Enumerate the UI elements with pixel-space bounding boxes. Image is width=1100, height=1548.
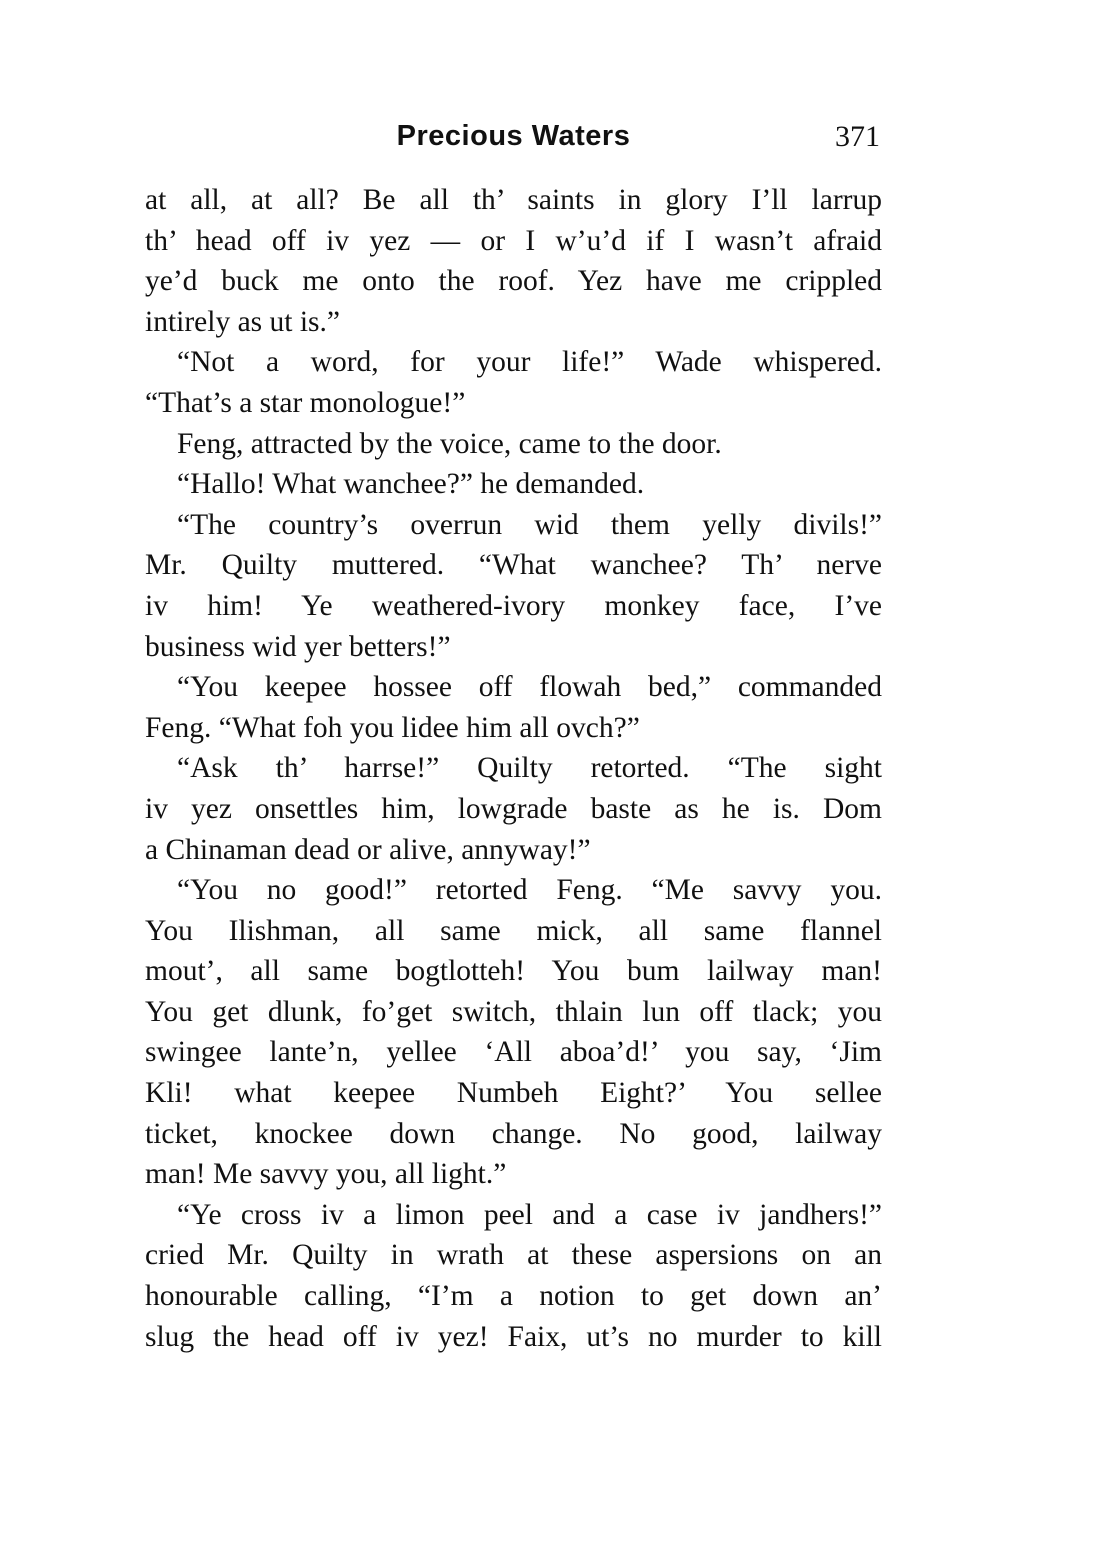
text-line: intirely as ut is.” [145,305,340,338]
text-line: slug the head off iv yez! Faix, ut’s no murder to kill [145,1320,882,1353]
text-line: iv him! Ye weathered-ivory monkey face, I’ve [145,589,882,622]
text-line: ye’d buck me onto the roof. Yez have me crippled [145,265,882,298]
body-text [145,180,882,1357]
text-line: Mr. Quilty muttered. “What wanchee? Th’ nerve [145,549,882,582]
text-line: iv yez onsettles him, lowgrade baste as he is. Dom [145,792,882,825]
page-number: 371 [835,120,880,153]
text-line: Feng. “What foh you lidee him all ovch?” [145,711,640,744]
text-line: Kli! what keepee Numbeh Eight?’ You sellee [145,1077,882,1110]
text-line: man! Me savvy you, all light.” [145,1158,507,1191]
text-line: Feng, attracted by the voice, came to the door. [177,427,722,460]
text-line: honourable calling, “I’m a notion to get down an’ [145,1280,882,1313]
text-line: “Ye cross iv a limon peel and a case iv jandhers!” [177,1198,882,1231]
text-line: business wid yer betters!” [145,630,451,663]
text-line: ticket, knockee down change. No good, lailway [145,1117,882,1150]
running-head [145,116,882,160]
text-line: “The country’s overrun wid them yelly divils!” [177,508,882,541]
text-line: cried Mr. Quilty in wrath at these aspersions on an [145,1239,882,1272]
text-line: You get dlunk, fo’get switch, thlain lun off tlack; you [145,995,882,1028]
text-line: “You keepee hossee off flowah bed,” commanded [177,671,882,704]
text-line: th’ head off iv yez — or I w’u’d if I wasn’t afraid [145,224,882,257]
text-line: swingee lante’n, yellee ‘All aboa’d!’ you say, ‘Jim [145,1036,882,1069]
text-line: “Hallo! What wanchee?” he demanded. [177,468,645,501]
text-line: “Not a word, for your life!” Wade whispered. [177,346,882,379]
text-line: “That’s a star monologue!” [145,386,466,419]
text-line: “You no good!” retorted Feng. “Me savvy you. [177,874,882,907]
text-line: “Ask th’ harrse!” Quilty retorted. “The sight [177,752,882,785]
text-line: a Chinaman dead or alive, annyway!” [145,833,591,866]
text-line: mout’, all same bogtlotteh! You bum lailway man! [145,955,882,988]
text-line: at all, at all? Be all th’ saints in glory I’ll larrup [145,184,882,216]
text-line: You Ilishman, all same mick, all same flannel [145,914,882,947]
running-title: Precious Waters [396,120,631,152]
